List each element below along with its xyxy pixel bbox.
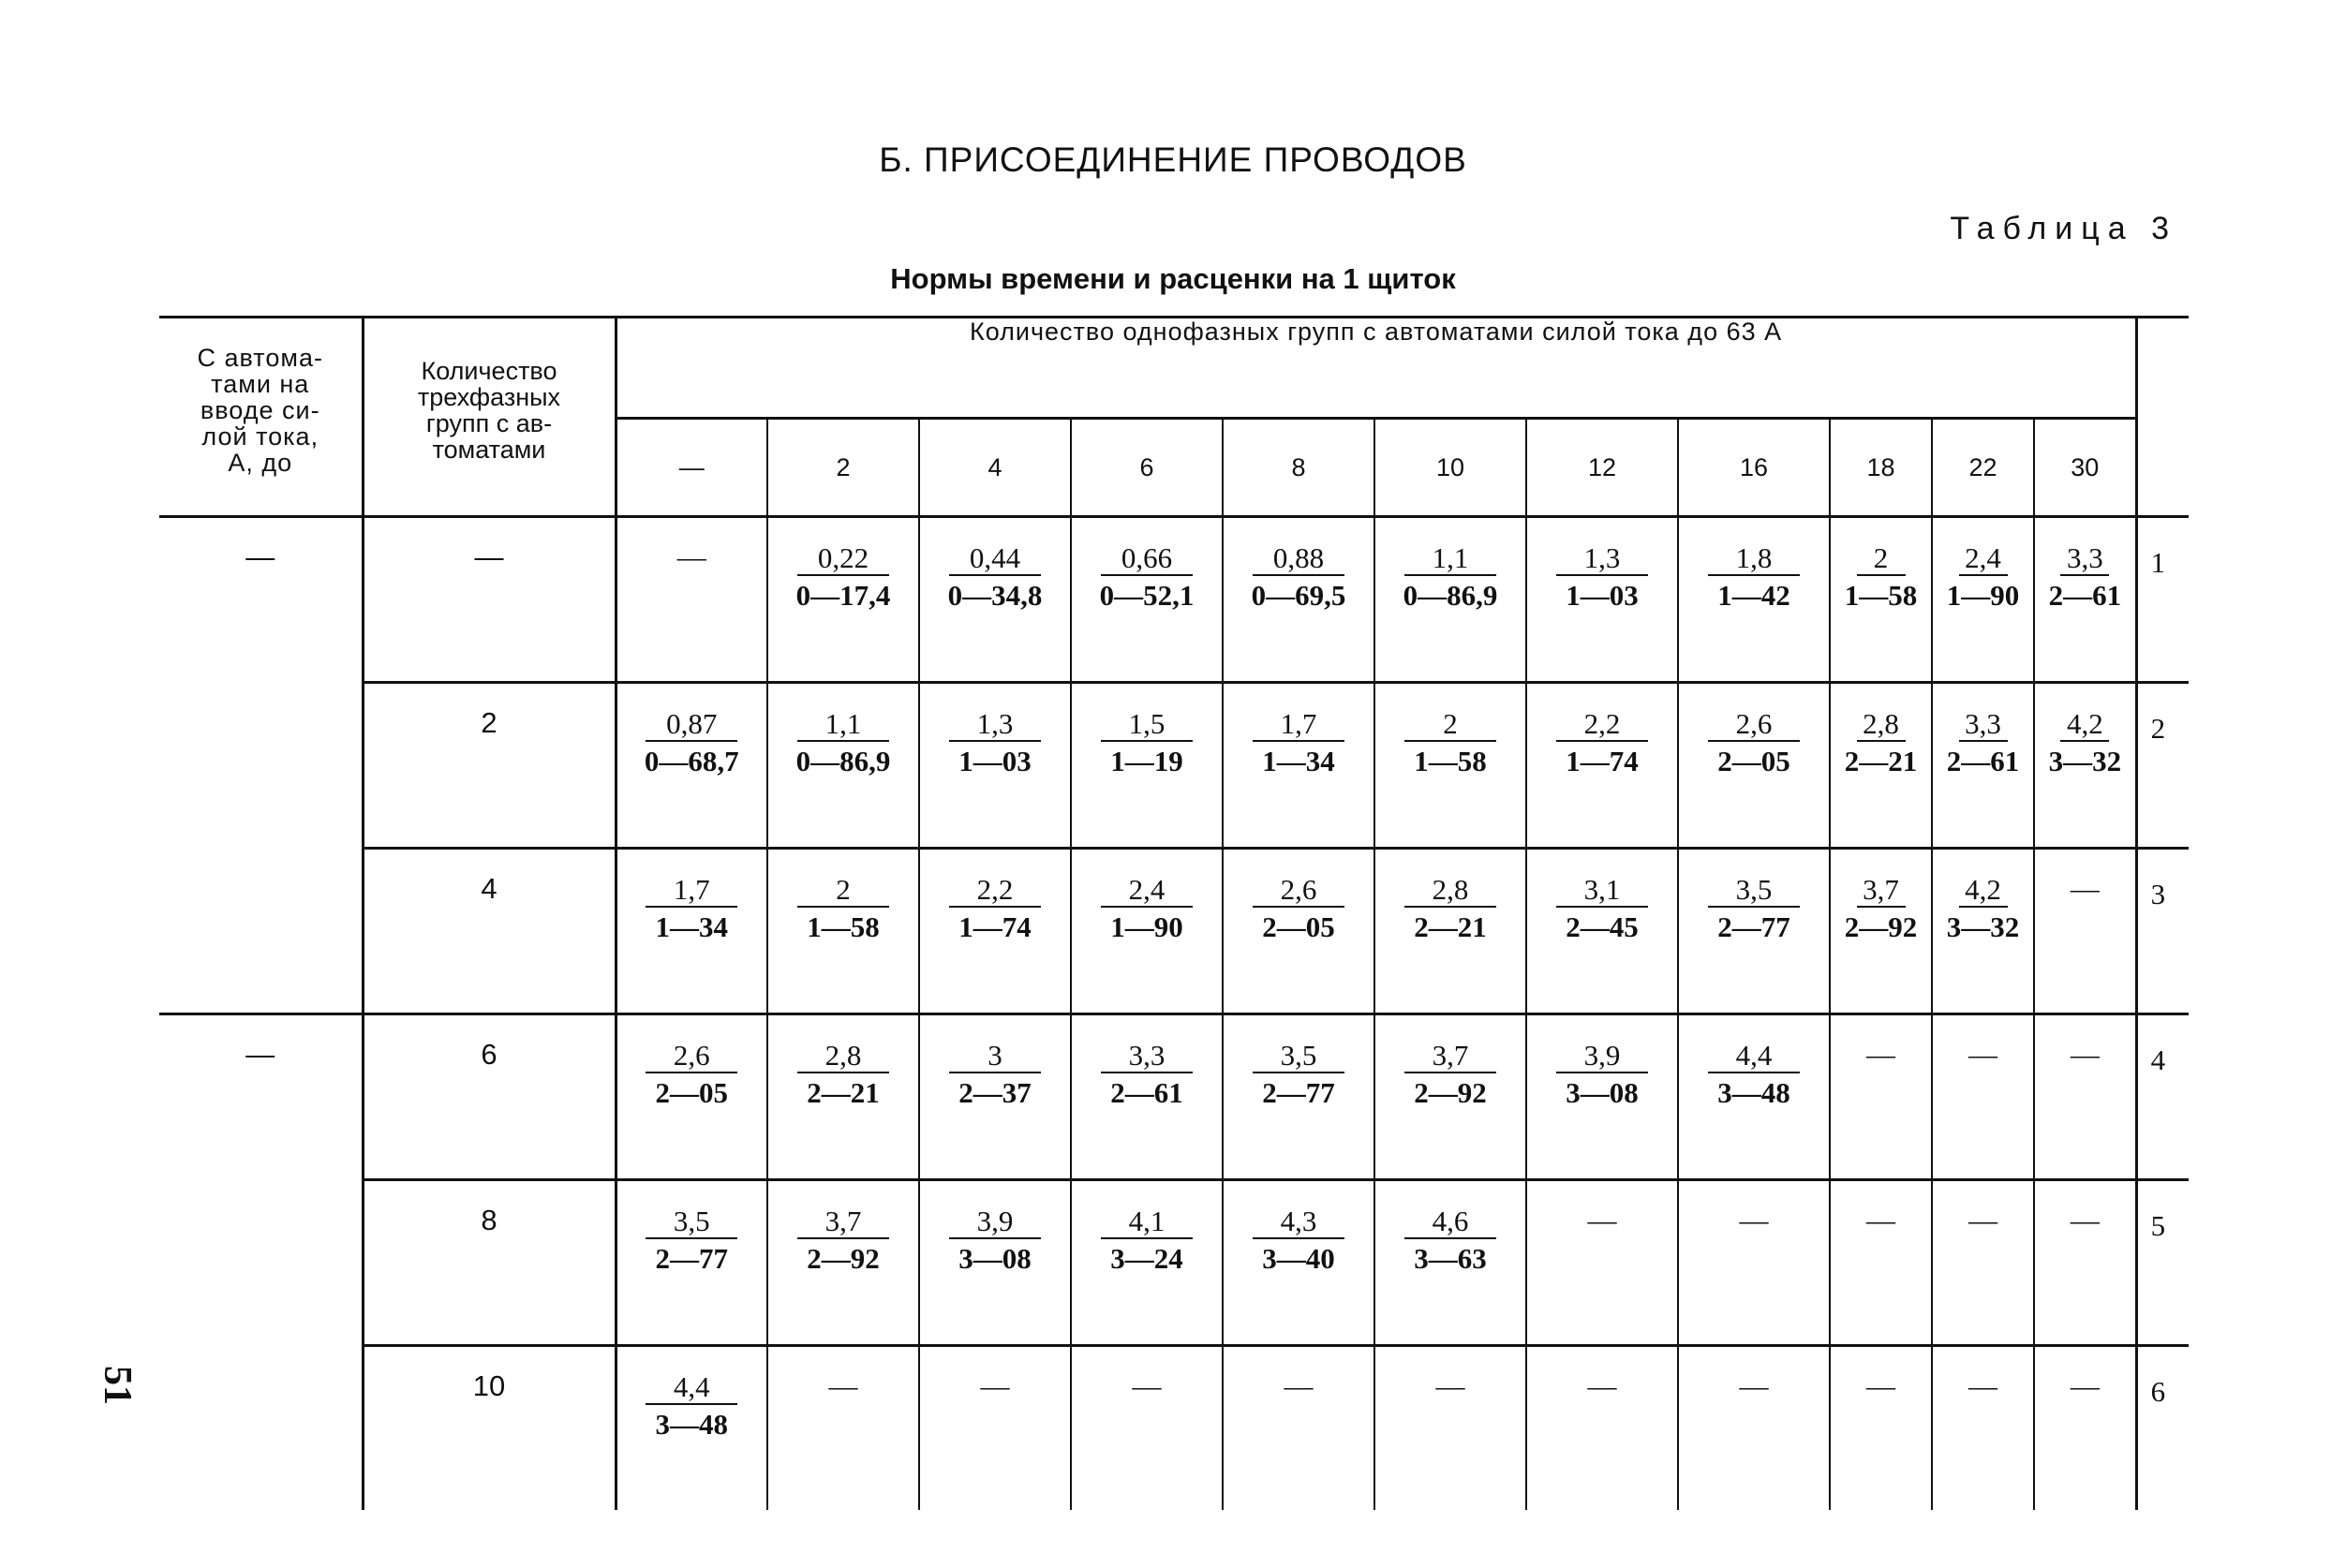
dash-mark: — xyxy=(2070,1204,2100,1236)
time-norm: 0,22 xyxy=(797,542,889,576)
norm-fraction xyxy=(920,518,1070,615)
subheader-col-10: 22 xyxy=(1932,419,2034,517)
row-number: 4 xyxy=(2136,1014,2189,1180)
norm-fraction xyxy=(1527,1015,1677,1113)
norm-cell xyxy=(616,1180,767,1346)
norm-fraction xyxy=(1375,1015,1525,1113)
subheader-col-11: 30 xyxy=(2034,419,2136,517)
time-norm: 2,6 xyxy=(1253,874,1344,908)
dash-mark: — xyxy=(2070,1369,2100,1402)
time-norm: 4,2 xyxy=(1959,874,2008,908)
price-norm: 1—58 xyxy=(1844,579,1918,612)
time-norm: 3,7 xyxy=(1404,1040,1496,1073)
norm-fraction xyxy=(1375,684,1525,781)
price-norm: 1—58 xyxy=(1414,745,1487,777)
norm-fraction xyxy=(1375,518,1525,615)
norm-cell xyxy=(919,517,1071,683)
price-norm: 2—21 xyxy=(807,1076,880,1109)
dash-mark: — xyxy=(1435,1369,1465,1402)
norm-cell xyxy=(919,1180,1071,1346)
dash-mark: — xyxy=(1866,1369,1895,1402)
time-norm: 1,1 xyxy=(1404,542,1496,576)
price-norm: 2—61 xyxy=(1946,745,2020,777)
table-caption: Нормы времени и расценки на 1 щиток xyxy=(890,262,1456,295)
norm-fraction xyxy=(1224,1015,1373,1113)
norm-cell xyxy=(919,849,1071,1014)
norm-cell xyxy=(2034,517,2136,683)
time-norm: 2,4 xyxy=(1959,542,2008,576)
header-three-phase-groups xyxy=(363,318,616,517)
three-phase-count: 10 xyxy=(472,1369,506,1402)
norm-cell xyxy=(1932,1014,2034,1180)
norm-fraction xyxy=(2035,684,2135,781)
norm-fraction xyxy=(1933,684,2033,781)
norm-fraction xyxy=(1072,1181,1222,1279)
norm-cell xyxy=(1071,1180,1223,1346)
norm-fraction xyxy=(1375,850,1525,947)
time-norm: 3,5 xyxy=(1253,1040,1344,1073)
price-norm: 1—58 xyxy=(807,910,880,943)
norm-cell xyxy=(1830,683,1932,849)
dash-mark: — xyxy=(980,1369,1010,1402)
time-norm: 4,6 xyxy=(1404,1206,1496,1239)
norm-fraction xyxy=(768,1015,918,1113)
header-input-breaker xyxy=(159,318,363,517)
norm-cell xyxy=(1071,849,1223,1014)
price-norm: 1—42 xyxy=(1717,579,1790,612)
norm-cell xyxy=(1374,517,1526,683)
norm-cell xyxy=(1932,1346,2034,1511)
time-norm: 4,4 xyxy=(646,1371,737,1405)
time-norm: 3,7 xyxy=(1857,874,1906,908)
page-number: 51 xyxy=(96,1366,139,1405)
subheader-col-1: — xyxy=(616,419,767,517)
input-breaker-value: — xyxy=(245,1038,275,1071)
price-norm: 0—52,1 xyxy=(1099,579,1195,612)
dash-mark: — xyxy=(1739,1369,1769,1402)
norm-cell xyxy=(1678,849,1830,1014)
time-norm: 4,1 xyxy=(1101,1206,1193,1239)
norm-fraction xyxy=(1933,518,2033,615)
table-row xyxy=(159,1180,2189,1346)
norm-cell xyxy=(767,517,919,683)
table-body xyxy=(159,517,2189,1511)
time-norm: 0,87 xyxy=(646,708,737,742)
price-norm: 1—34 xyxy=(1262,745,1335,777)
time-norm: 2,4 xyxy=(1101,874,1193,908)
norm-cell xyxy=(2034,683,2136,849)
norm-cell xyxy=(1071,517,1223,683)
norm-fraction xyxy=(920,850,1070,947)
price-norm: 1—90 xyxy=(1110,910,1183,943)
three-phase-count: 6 xyxy=(481,1038,497,1071)
norm-fraction xyxy=(768,518,918,615)
norm-fraction xyxy=(1224,850,1373,947)
norm-fraction xyxy=(617,684,767,781)
norm-fraction xyxy=(1224,1181,1373,1279)
norm-fraction xyxy=(617,1015,767,1113)
norm-cell xyxy=(1678,1014,1830,1180)
norm-cell xyxy=(919,1346,1071,1511)
subheader-col-6: 10 xyxy=(1374,419,1526,517)
table-row xyxy=(159,683,2189,849)
time-norm: 4,2 xyxy=(2060,708,2109,742)
time-norm: 0,88 xyxy=(1253,542,1344,576)
price-norm: 0—86,9 xyxy=(795,745,891,777)
norm-fraction xyxy=(1072,684,1222,781)
norm-cell xyxy=(1678,683,1830,849)
time-norm: 1,8 xyxy=(1708,542,1800,576)
norm-cell xyxy=(1678,517,1830,683)
time-norm: 2,2 xyxy=(1556,708,1648,742)
row-number: 3 xyxy=(2136,849,2189,1014)
time-norm: 2,6 xyxy=(1708,708,1800,742)
norm-fraction xyxy=(1679,684,1829,781)
price-norm: 0—17,4 xyxy=(795,579,891,612)
norm-cell xyxy=(1071,1014,1223,1180)
norm-cell xyxy=(2034,1180,2136,1346)
norm-cell xyxy=(767,1014,919,1180)
three-phase-count: — xyxy=(474,540,504,573)
norm-cell xyxy=(2034,1014,2136,1180)
norm-cell xyxy=(1830,1346,1932,1511)
three-phase-count-cell xyxy=(363,1346,616,1511)
time-norm: 1,1 xyxy=(797,708,889,742)
norm-cell xyxy=(1071,1346,1223,1511)
three-phase-count: 8 xyxy=(481,1204,497,1236)
norm-cell xyxy=(919,683,1071,849)
norm-cell xyxy=(767,1180,919,1346)
price-norm: 2—45 xyxy=(1566,910,1639,943)
price-norm: 2—05 xyxy=(1717,745,1790,777)
dash-mark: — xyxy=(828,1369,858,1402)
norm-cell xyxy=(2034,849,2136,1014)
price-norm: 0—86,9 xyxy=(1403,579,1498,612)
time-norm: 0,66 xyxy=(1101,542,1193,576)
norm-cell xyxy=(1932,849,2034,1014)
time-norm: 1,7 xyxy=(1253,708,1344,742)
price-norm: 1—90 xyxy=(1946,579,2020,612)
time-norm: 0,44 xyxy=(949,542,1041,576)
norm-cell xyxy=(1932,517,2034,683)
time-norm: 4,3 xyxy=(1253,1206,1344,1239)
time-norm: 3,5 xyxy=(646,1206,737,1239)
dash-mark: — xyxy=(1132,1369,1162,1402)
norms-table xyxy=(159,316,2189,1510)
price-norm: 1—74 xyxy=(958,910,1032,943)
price-norm: 2—61 xyxy=(2048,579,2122,612)
norm-fraction xyxy=(2035,518,2135,615)
three-phase-count-cell xyxy=(363,1014,616,1180)
norm-cell xyxy=(1830,1180,1932,1346)
norm-fraction xyxy=(1679,1015,1829,1113)
subheader-col-2: 2 xyxy=(767,419,919,517)
table-row xyxy=(159,1014,2189,1180)
norm-fraction xyxy=(1224,684,1373,781)
norm-cell xyxy=(1374,683,1526,849)
subheader-col-3: 4 xyxy=(919,419,1071,517)
input-breaker-cell xyxy=(159,1014,363,1511)
norm-cell xyxy=(1932,683,2034,849)
norm-fraction xyxy=(1375,1181,1525,1279)
header-row-number xyxy=(2136,318,2189,517)
norm-fraction xyxy=(617,1347,767,1444)
norm-cell xyxy=(767,849,919,1014)
input-breaker-value: — xyxy=(245,540,275,573)
dash-mark: — xyxy=(1587,1369,1617,1402)
price-norm: 1—74 xyxy=(1566,745,1639,777)
price-norm: 2—05 xyxy=(655,1076,728,1109)
dash-mark: — xyxy=(676,540,706,573)
norm-fraction xyxy=(920,1015,1070,1113)
norm-fraction xyxy=(1527,518,1677,615)
price-norm: 2—77 xyxy=(1262,1076,1335,1109)
norm-cell xyxy=(1678,1180,1830,1346)
price-norm: 1—34 xyxy=(655,910,728,943)
norm-fraction xyxy=(1679,518,1829,615)
row-number: 1 xyxy=(2136,517,2189,683)
norm-cell xyxy=(616,849,767,1014)
norm-cell xyxy=(1830,849,1932,1014)
dash-mark: — xyxy=(1284,1369,1314,1402)
header-three-phase-groups-text: Количество трехфазных групп с ав- томатами xyxy=(417,357,561,464)
norm-cell xyxy=(1223,1180,1374,1346)
time-norm: 1,3 xyxy=(1556,542,1648,576)
dash-mark: — xyxy=(2070,872,2100,905)
norm-fraction xyxy=(1831,850,1931,947)
three-phase-count-cell xyxy=(363,517,616,683)
price-norm: 3—32 xyxy=(2048,745,2122,777)
price-norm: 2—92 xyxy=(1414,1076,1487,1109)
price-norm: 0—34,8 xyxy=(947,579,1043,612)
norm-cell xyxy=(1374,1014,1526,1180)
norm-cell xyxy=(1526,849,1678,1014)
norm-cell xyxy=(1374,849,1526,1014)
norm-cell xyxy=(1223,1346,1374,1511)
time-norm: 3,9 xyxy=(949,1206,1041,1239)
time-norm: 3,3 xyxy=(2060,542,2109,576)
price-norm: 2—92 xyxy=(807,1242,880,1275)
norm-cell xyxy=(1071,683,1223,849)
norm-fraction xyxy=(1072,518,1222,615)
norm-cell xyxy=(1526,1180,1678,1346)
norm-cell xyxy=(1374,1346,1526,1511)
time-norm: 2,8 xyxy=(797,1040,889,1073)
time-norm: 3,5 xyxy=(1708,874,1800,908)
norm-fraction xyxy=(617,1181,767,1279)
norm-cell xyxy=(767,683,919,849)
time-norm: 2,2 xyxy=(949,874,1041,908)
norm-cell xyxy=(1932,1180,2034,1346)
norm-cell xyxy=(1526,517,1678,683)
time-norm: 3,1 xyxy=(1556,874,1648,908)
price-norm: 2—92 xyxy=(1844,910,1918,943)
row-number: 5 xyxy=(2136,1180,2189,1346)
price-norm: 3—32 xyxy=(1946,910,2020,943)
dash-mark: — xyxy=(1968,1369,1997,1402)
dash-mark: — xyxy=(1866,1204,1895,1236)
price-norm: 2—77 xyxy=(1717,910,1790,943)
price-norm: 0—69,5 xyxy=(1251,579,1346,612)
norm-fraction xyxy=(1224,518,1373,615)
norm-fraction xyxy=(920,684,1070,781)
norm-cell xyxy=(919,1014,1071,1180)
subheader-col-8: 16 xyxy=(1678,419,1830,517)
price-norm: 3—48 xyxy=(1717,1076,1790,1109)
three-phase-count: 4 xyxy=(481,872,497,905)
three-phase-count: 2 xyxy=(481,706,497,739)
norm-fraction xyxy=(768,1181,918,1279)
subheader-col-5: 8 xyxy=(1223,419,1374,517)
time-norm: 2 xyxy=(797,874,889,908)
norm-fraction xyxy=(768,850,918,947)
norm-cell xyxy=(616,683,767,849)
norm-cell xyxy=(1374,1180,1526,1346)
dash-mark: — xyxy=(1968,1038,1997,1071)
row-number: 2 xyxy=(2136,683,2189,849)
price-norm: 0—68,7 xyxy=(644,745,739,777)
norm-fraction xyxy=(1527,850,1677,947)
three-phase-count-cell xyxy=(363,849,616,1014)
norm-fraction xyxy=(1831,684,1931,781)
price-norm: 3—08 xyxy=(958,1242,1032,1275)
table-row xyxy=(159,849,2189,1014)
header-input-breaker-text: С автома- тами на вводе си- лой тока, А, до xyxy=(197,344,323,477)
three-phase-count-cell xyxy=(363,1180,616,1346)
table-row xyxy=(159,517,2189,683)
norm-cell xyxy=(616,1346,767,1511)
dash-mark: — xyxy=(1587,1204,1617,1236)
price-norm: 1—19 xyxy=(1110,745,1183,777)
norm-fraction xyxy=(920,1181,1070,1279)
norm-fraction xyxy=(617,850,767,947)
subheader-col-4: 6 xyxy=(1071,419,1223,517)
norm-cell xyxy=(1223,517,1374,683)
time-norm: 3,7 xyxy=(797,1206,889,1239)
norm-cell xyxy=(1223,849,1374,1014)
norm-fraction xyxy=(1831,518,1931,615)
norm-fraction xyxy=(1072,850,1222,947)
price-norm: 2—61 xyxy=(1110,1076,1183,1109)
dash-mark: — xyxy=(1866,1038,1895,1071)
time-norm: 4,4 xyxy=(1708,1040,1800,1073)
norm-fraction xyxy=(1072,1015,1222,1113)
header-single-phase-groups: Количество однофазных групп с автоматами силой тока до 63 А xyxy=(616,318,2136,419)
section-title: Б. ПРИСОЕДИНЕНИЕ ПРОВОДОВ xyxy=(879,141,1467,179)
norm-cell xyxy=(1223,683,1374,849)
norm-fraction xyxy=(1527,684,1677,781)
norm-cell xyxy=(767,1346,919,1511)
time-norm: 3,3 xyxy=(1959,708,2008,742)
time-norm: 3,3 xyxy=(1101,1040,1193,1073)
price-norm: 3—08 xyxy=(1566,1076,1639,1109)
price-norm: 1—03 xyxy=(958,745,1032,777)
time-norm: 2 xyxy=(1404,708,1496,742)
dash-mark: — xyxy=(1968,1204,1997,1236)
norm-cell xyxy=(1830,517,1932,683)
dash-mark: — xyxy=(1739,1204,1769,1236)
price-norm: 2—37 xyxy=(958,1076,1032,1109)
norm-fraction xyxy=(768,684,918,781)
table-label: Таблица 3 xyxy=(1950,211,2177,246)
time-norm: 2,8 xyxy=(1404,874,1496,908)
norm-fraction xyxy=(1679,850,1829,947)
norm-cell xyxy=(616,517,767,683)
time-norm: 2,6 xyxy=(646,1040,737,1073)
price-norm: 3—40 xyxy=(1262,1242,1335,1275)
price-norm: 2—21 xyxy=(1414,910,1487,943)
norm-cell xyxy=(616,1014,767,1180)
price-norm: 2—21 xyxy=(1844,745,1918,777)
dash-mark: — xyxy=(2070,1038,2100,1071)
row-number: 6 xyxy=(2136,1346,2189,1511)
norm-cell xyxy=(1526,683,1678,849)
price-norm: 3—48 xyxy=(655,1408,728,1441)
norm-cell xyxy=(1678,1346,1830,1511)
price-norm: 3—24 xyxy=(1110,1242,1183,1275)
price-norm: 2—05 xyxy=(1262,910,1335,943)
time-norm: 3,9 xyxy=(1556,1040,1648,1073)
price-norm: 3—63 xyxy=(1414,1242,1487,1275)
norm-cell xyxy=(1526,1346,1678,1511)
input-breaker-cell xyxy=(159,517,363,1014)
subheader-col-7: 12 xyxy=(1526,419,1678,517)
price-norm: 1—03 xyxy=(1566,579,1639,612)
time-norm: 3 xyxy=(949,1040,1041,1073)
time-norm: 2,8 xyxy=(1857,708,1906,742)
norm-fraction xyxy=(1933,850,2033,947)
table-row xyxy=(159,1346,2189,1511)
three-phase-count-cell xyxy=(363,683,616,849)
time-norm: 1,3 xyxy=(949,708,1041,742)
norm-cell xyxy=(1223,1014,1374,1180)
norm-cell xyxy=(2034,1346,2136,1511)
time-norm: 1,5 xyxy=(1101,708,1193,742)
norm-cell xyxy=(1830,1014,1932,1180)
time-norm: 2 xyxy=(1857,542,1906,576)
price-norm: 2—77 xyxy=(655,1242,728,1275)
subheader-col-9: 18 xyxy=(1830,419,1932,517)
time-norm: 1,7 xyxy=(646,874,737,908)
norm-cell xyxy=(1526,1014,1678,1180)
